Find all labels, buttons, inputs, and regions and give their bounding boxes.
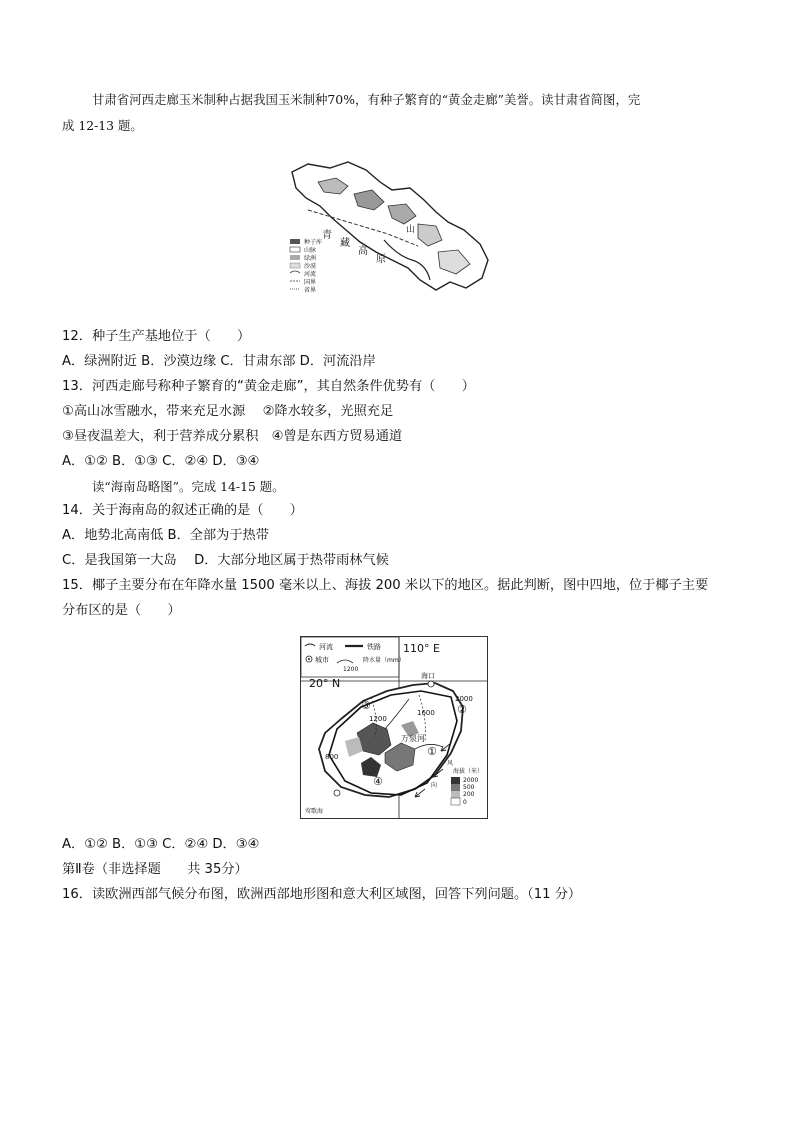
intro-line-1: 甘肃省河西走廊玉米制种占据我国玉米制种70%，有种子繁育的“黄金走廊”美誉。读甘肃省简图，完 xyxy=(92,92,641,107)
legend-iso-unit: 降水量（mm） xyxy=(363,657,405,664)
legend-city-label: 城市 xyxy=(315,656,329,664)
intro-line-2: 成 12-13 题。 xyxy=(62,118,143,133)
section-2-title: 第Ⅱ卷（非选择题 共 35分） xyxy=(62,862,248,877)
q14-row-1: A．地势北高南低 B．全部为于热带 xyxy=(62,528,269,543)
q13-row-1: ①高山冰雪融水，带来充足水源 ②降水较多，光照充足 xyxy=(62,404,394,419)
point-1: ① xyxy=(427,745,437,758)
q16-stem: 16．读欧洲西部气候分布图，欧洲西部地形图和意大利区域图，回答下列问题。（11 分） xyxy=(62,887,582,902)
lon-label: 110° E xyxy=(403,642,440,655)
height-0: 0 xyxy=(463,799,467,806)
height-500: 500 xyxy=(463,784,475,791)
legend-provincial-border: 省界 xyxy=(304,287,317,294)
legend-river: 河流 xyxy=(304,271,317,278)
q15-stem-2: 分布区的是（ ） xyxy=(62,603,181,618)
q13-stem: 13．河西走廊号称种子繁育的“黄金走廊”，其自然条件优势有（ ） xyxy=(62,379,475,394)
map-label-mountain: 山 xyxy=(406,225,416,235)
iso-1600: 1600 xyxy=(417,709,435,717)
q14-row-2: C．是我国第一大岛 D．大部分地区属于热带雨林气候 xyxy=(62,553,389,568)
height-2000: 2000 xyxy=(463,777,479,784)
q12-options: A．绿洲附近 B．沙漠边缘 C．甘肃东部 D．河流沿岸 xyxy=(62,354,376,369)
legend-seed-bank: 种子库 xyxy=(304,239,323,246)
q13-options: A．①② B．①③ C．②④ D．③④ xyxy=(62,454,260,469)
point-4: ④ xyxy=(373,775,383,788)
map-label-qing: 青 xyxy=(322,230,332,241)
legend-river-label: 河流 xyxy=(319,643,333,651)
legend-mountain: 山脉 xyxy=(304,247,317,254)
map-label-yuan: 原 xyxy=(376,254,386,265)
height-200: 200 xyxy=(463,791,475,798)
hainan-intro: 读“海南岛略图”。完成 14-15 题。 xyxy=(92,479,285,494)
q13-row-2: ③昼夜温差大，利于营养成分累积 ④曾是东西方贸易通道 xyxy=(62,429,403,444)
city-sanya: 莺歌海 xyxy=(305,808,324,815)
iso-2000: 2000 xyxy=(455,695,473,703)
point-2: ② xyxy=(457,703,467,716)
gansu-legend xyxy=(290,238,322,294)
wind-label: 风 xyxy=(447,760,454,767)
gansu-map xyxy=(288,160,494,308)
q15-stem-1: 15．椰子主要分布在年降水量 1500 毫米以上、海拔 200 米以下的地区。据此判断，图中四地，位于椰子主要 xyxy=(62,578,709,593)
map-label-gao: 高 xyxy=(358,246,368,257)
legend-desert: 沙漠 xyxy=(304,263,317,270)
legend-oasis: 绿洲 xyxy=(304,255,317,262)
map-label-zang: 藏 xyxy=(340,238,350,249)
q14-stem: 14．关于海南岛的叙述正确的是（ ） xyxy=(62,503,303,518)
legend-national-border: 国界 xyxy=(304,279,317,286)
lat-label: 20° N xyxy=(309,677,341,690)
q12-stem: 12．种子生产基地位于（ ） xyxy=(62,329,251,344)
legend-rail-label: 铁路 xyxy=(367,643,381,651)
wind-dir-label: 向 xyxy=(431,782,438,789)
legend-iso-value: 1200 xyxy=(343,666,359,673)
iso-1200: 1200 xyxy=(369,715,387,723)
wanquan-label: 万泉河 xyxy=(401,734,425,743)
q15-options: A．①② B．①③ C．②④ D．③④ xyxy=(62,837,260,852)
city-haikou: 海口 xyxy=(421,672,435,680)
iso-800: 800 xyxy=(325,753,339,761)
point-3: ③ xyxy=(361,699,371,712)
height-title: 海拔（米） xyxy=(453,768,484,775)
hainan-map xyxy=(300,636,488,819)
